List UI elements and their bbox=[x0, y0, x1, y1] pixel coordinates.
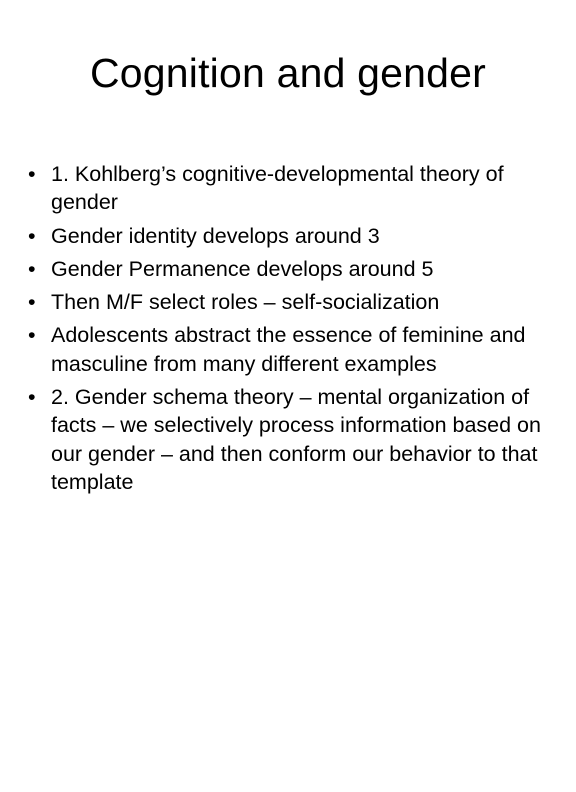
bullet-text: Then M/F select roles – self-socialization bbox=[51, 290, 440, 315]
bullet-text: Gender Permanence develops around 5 bbox=[51, 256, 434, 281]
bullet-item bbox=[26, 255, 574, 283]
bullet-item bbox=[26, 288, 574, 316]
bullet-item bbox=[26, 160, 574, 217]
slide-title: Cognition and gender bbox=[89, 50, 487, 96]
bullet-icon: • bbox=[28, 256, 36, 281]
bullet-item bbox=[26, 383, 574, 496]
bullet-text: Adolescents abstract the essence of feminine and masculine from many different examples bbox=[51, 323, 526, 376]
bullet-icon: • bbox=[28, 290, 36, 315]
bullet-icon: • bbox=[28, 323, 36, 348]
bullet-item bbox=[26, 222, 574, 250]
bullet-text: Gender identity develops around 3 bbox=[51, 223, 380, 248]
bullet-icon: • bbox=[28, 385, 36, 410]
bullet-text: 2. Gender schema theory – mental organization of facts – we selectively process information based on our gender – and then conform our behavior to that template bbox=[51, 385, 541, 494]
bullet-text: 1. Kohlberg’s cognitive-developmental theory of gender bbox=[51, 162, 504, 215]
bullet-item bbox=[26, 321, 574, 378]
bullet-icon: • bbox=[28, 162, 36, 186]
bullet-icon: • bbox=[28, 223, 36, 248]
bullet-list bbox=[26, 160, 574, 501]
